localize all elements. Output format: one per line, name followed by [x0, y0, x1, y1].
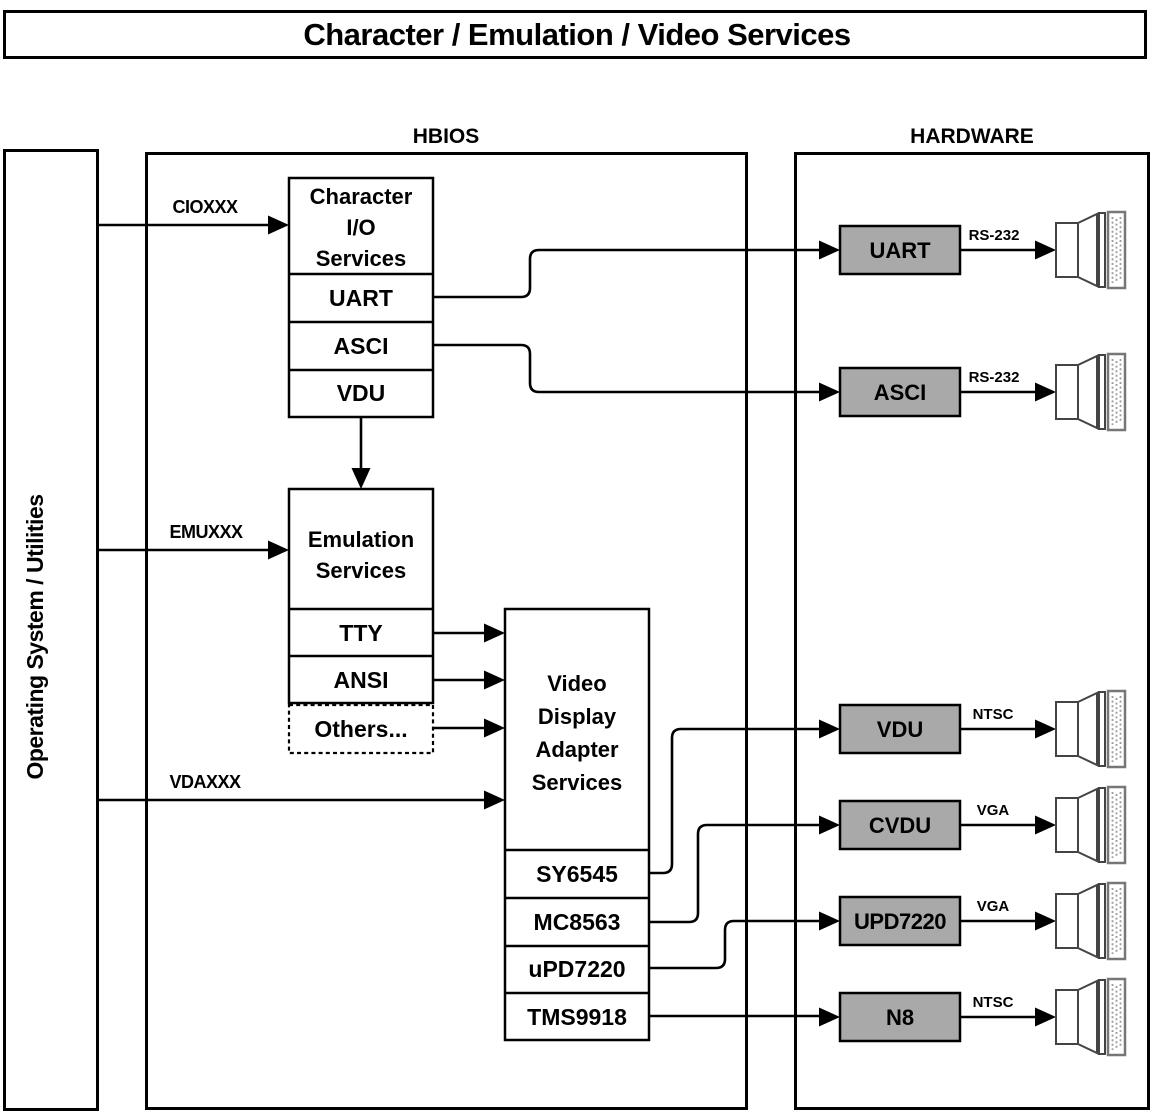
- hardware-box: [796, 154, 1149, 1109]
- char-io-title-line2: I/O: [346, 215, 376, 240]
- signal-label-rs232-1: RS-232: [968, 227, 1020, 244]
- cioxxx-label: CIOXXX: [172, 197, 238, 217]
- emulation-title-line1: Emulation: [307, 527, 415, 552]
- emuxxx-label: EMUXXX: [169, 522, 243, 542]
- char-io-title-line3: Services: [315, 246, 407, 271]
- emulation-row-others: Others...: [314, 716, 408, 742]
- char-io-row-asci: ASCI: [333, 333, 389, 359]
- video-connector-icon: [1056, 691, 1125, 767]
- os-utilities-label: Operating System / Utilities: [22, 494, 48, 780]
- emulation-title-line2: Services: [315, 558, 407, 583]
- vda-services-block: [505, 609, 649, 1040]
- hbios-section-label: HBIOS: [412, 125, 480, 148]
- os-utilities-box: [5, 151, 98, 1110]
- vda-title-line4: Services: [531, 770, 623, 795]
- char-io-services-block: [289, 178, 433, 417]
- signal-label-vga-1: VGA: [976, 802, 1010, 819]
- vda-title-line1: Video: [547, 671, 607, 696]
- vdaxxx-label: VDAXXX: [169, 772, 241, 792]
- vda-title-line3: Adapter: [535, 737, 619, 762]
- signal-label-ntsc-2: NTSC: [972, 994, 1014, 1011]
- signal-label-ntsc-1: NTSC: [972, 706, 1014, 723]
- serial-connector-icon: [1056, 354, 1125, 430]
- emulation-row-ansi: ANSI: [333, 667, 389, 693]
- page-title: Character / Emulation / Video Services: [303, 17, 851, 52]
- asci-hw-label: ASCI: [873, 380, 927, 405]
- vda-row-sy6545: SY6545: [536, 861, 618, 887]
- cvdu-hw-label: CVDU: [868, 813, 932, 838]
- signal-label-rs232-2: RS-232: [968, 369, 1020, 386]
- n8-hw-label: N8: [885, 1005, 915, 1030]
- emulation-services-block: [289, 489, 433, 753]
- serial-connector-icon: [1056, 212, 1125, 288]
- hardware-section-label: HARDWARE: [910, 125, 1034, 148]
- video-connector-icon: [1056, 787, 1125, 863]
- vda-row-upd7220: uPD7220: [528, 956, 626, 982]
- video-connector-icon: [1056, 979, 1125, 1055]
- upd7220-hw-label: UPD7220: [854, 909, 946, 934]
- video-connector-icon: [1056, 883, 1125, 959]
- char-io-row-vdu: VDU: [336, 380, 386, 406]
- vda-row-mc8563: MC8563: [533, 909, 621, 935]
- uart-hw-label: UART: [869, 238, 931, 263]
- char-io-row-uart: UART: [329, 285, 393, 311]
- vda-title-line2: Display: [537, 704, 617, 729]
- char-io-title-line1: Character: [309, 184, 413, 209]
- vdu-hw-label: VDU: [876, 717, 924, 742]
- emulation-row-tty: TTY: [339, 620, 383, 646]
- vda-row-tms9918: TMS9918: [527, 1004, 627, 1030]
- signal-label-vga-2: VGA: [976, 898, 1010, 915]
